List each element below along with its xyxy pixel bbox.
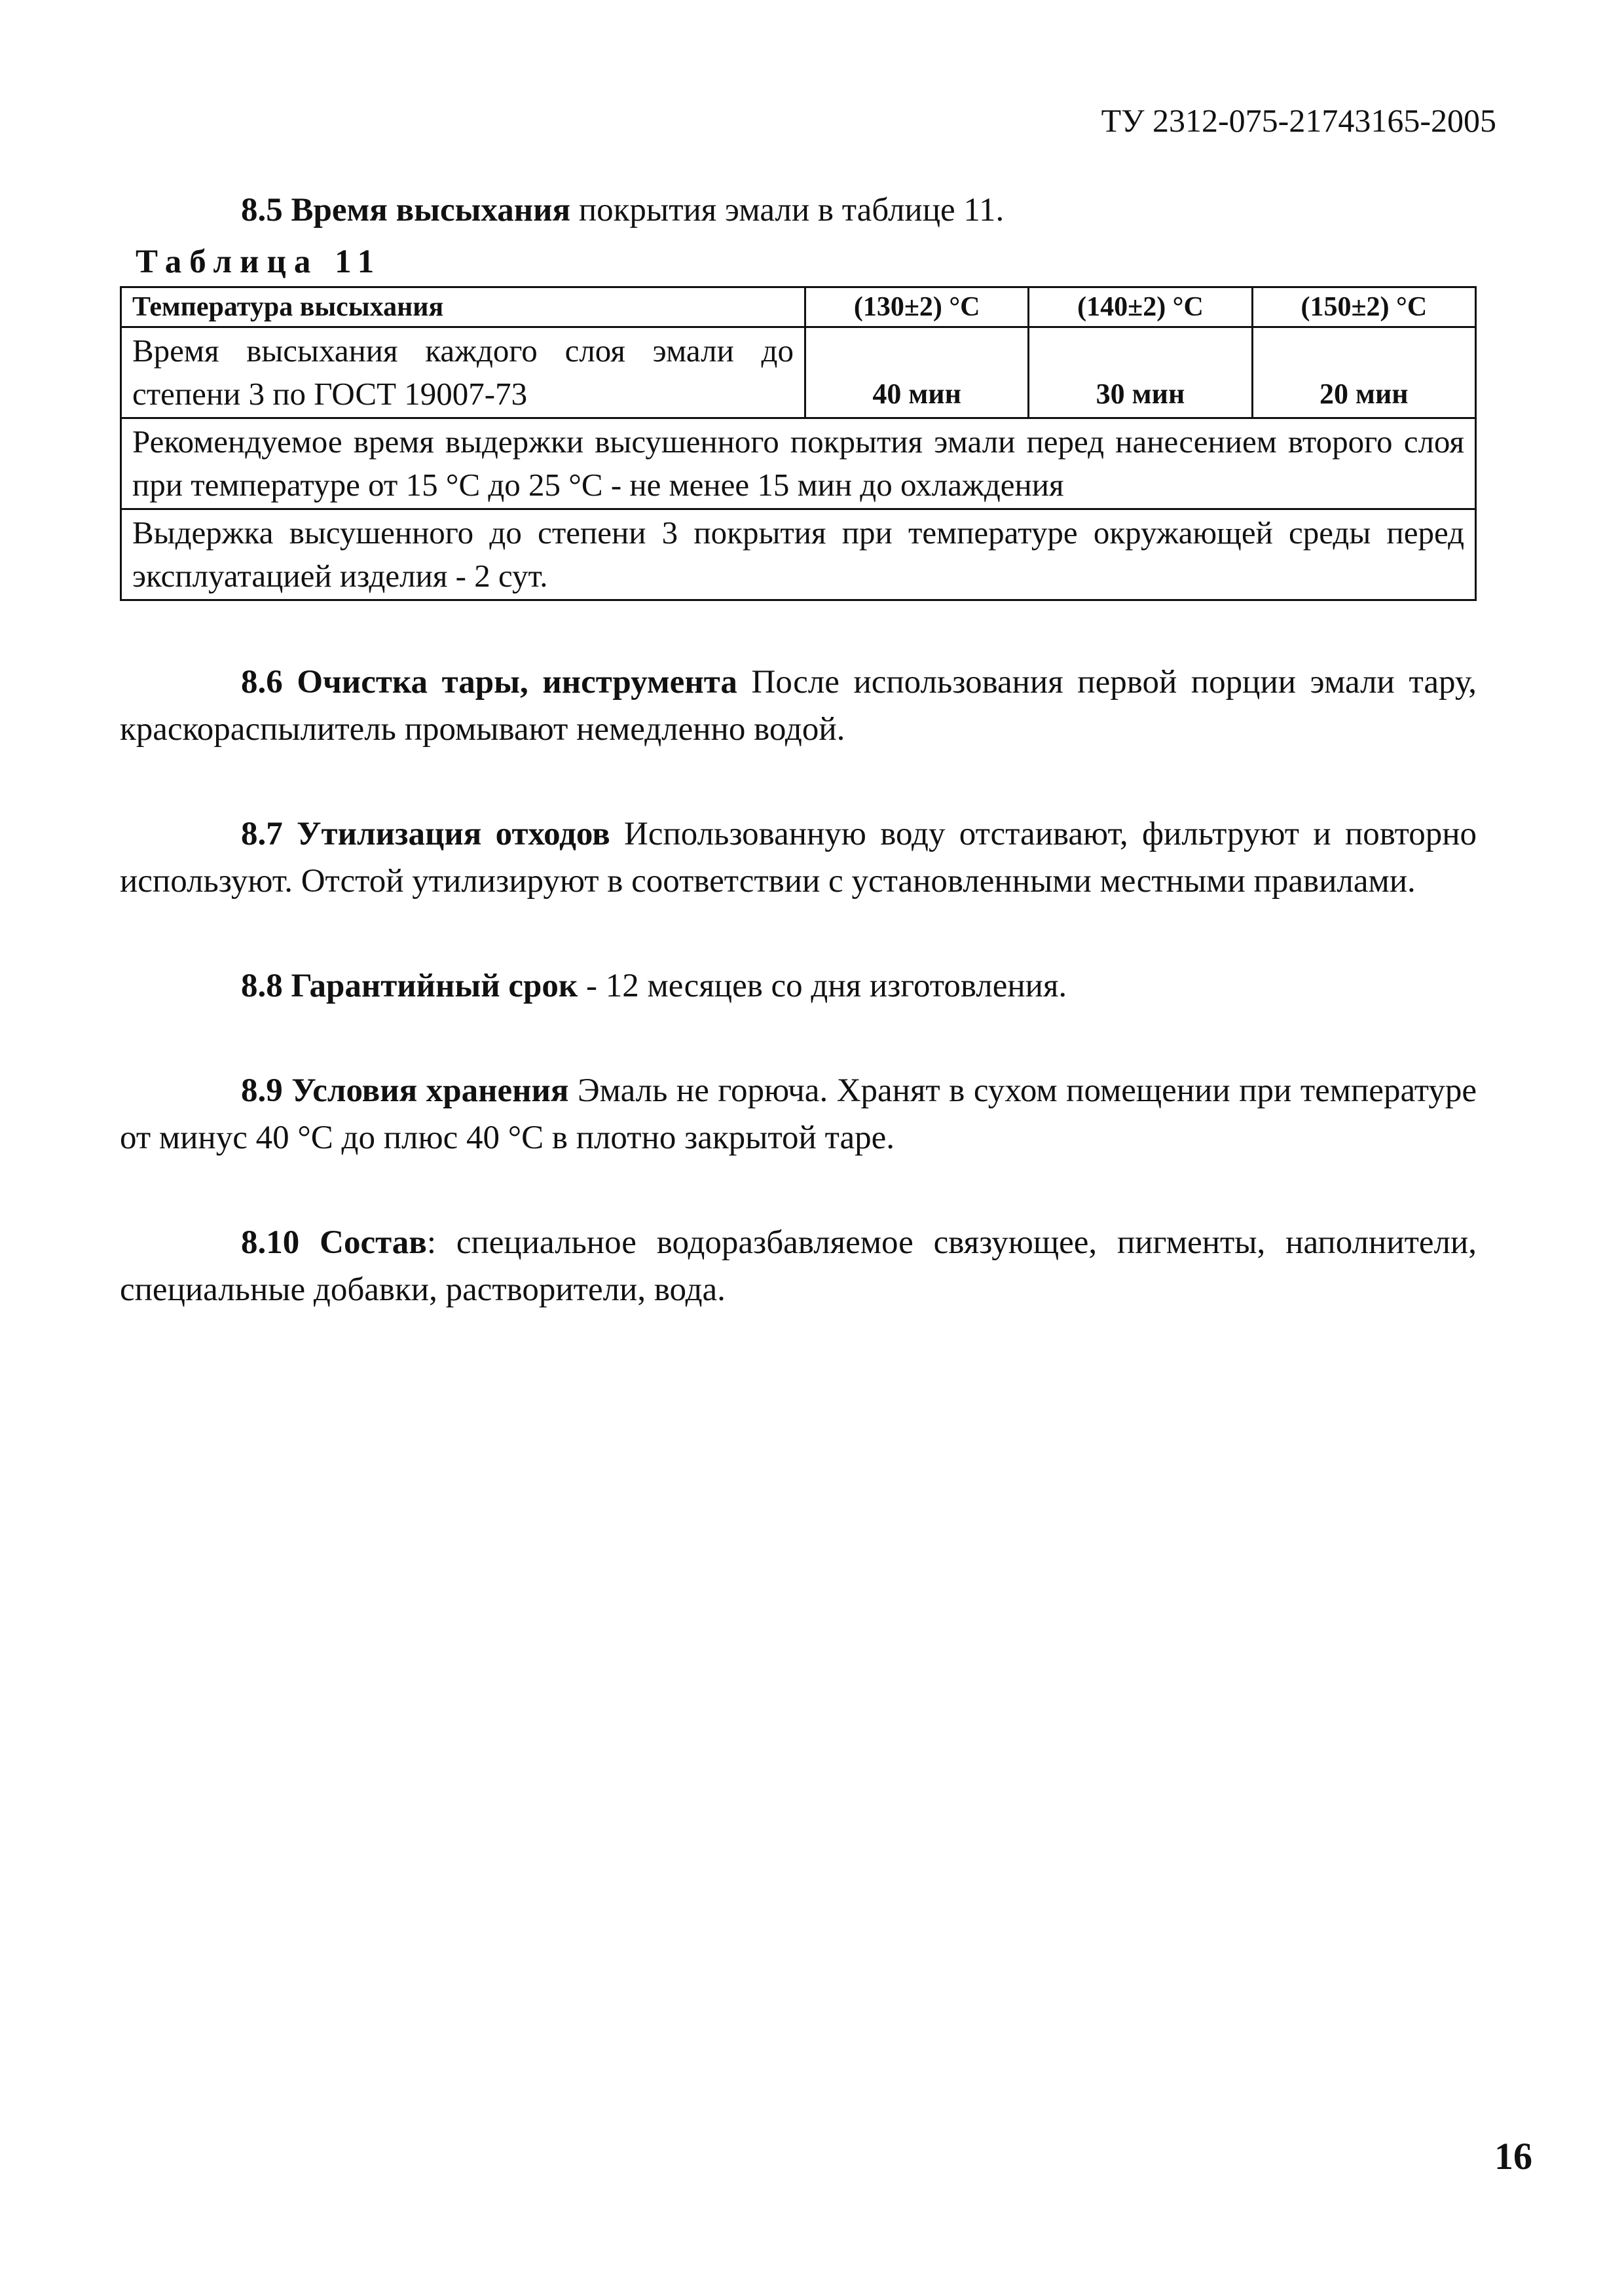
table-row-exposure (121, 509, 1476, 600)
section-8-7-title: Утилизация отходов (297, 816, 610, 852)
section-8-5-number: 8.5 (241, 192, 283, 228)
spacer (120, 905, 1477, 962)
section-8-10-text: : специальное водоразбавляемое связующее, пигменты, наполнители, специальные добавки, растворители, вода. (120, 1224, 1477, 1308)
section-8-6 (120, 659, 1477, 753)
table-row-recommended (121, 418, 1476, 509)
section-8-6-title: Очистка тары, инструмента (297, 664, 737, 701)
section-8-9-title: Условия хранения (291, 1072, 569, 1109)
section-8-5-text: покрытия эмали в таблице 11. (578, 192, 1005, 228)
spacer (120, 1161, 1477, 1219)
temp-150-cell: (150±2) °С (1252, 287, 1475, 327)
spacer (120, 1010, 1477, 1067)
drying-time-130-cell: 40 мин (805, 327, 1029, 418)
page-number: 16 (1494, 2135, 1532, 2178)
section-8-8 (120, 962, 1477, 1010)
table-header-row (121, 287, 1476, 327)
temp-140-cell: (140±2) °С (1029, 287, 1252, 327)
section-8-6-number: 8.6 (241, 664, 283, 701)
drying-time-table (120, 286, 1477, 601)
section-8-8-number: 8.8 (241, 968, 283, 1004)
section-8-5-title: Время высыхания (291, 192, 571, 228)
spacer (120, 753, 1477, 811)
table-title: Таблица 11 (136, 244, 382, 280)
section-8-7-number: 8.7 (241, 816, 283, 852)
drying-time-150-cell: 20 мин (1252, 327, 1475, 418)
temp-130-cell: (130±2) °С (805, 287, 1029, 327)
drying-time-140-cell: 30 мин (1029, 327, 1252, 418)
section-8-9-text: Эмаль не горюча. Хранят в сухом помещении при температуре от минус 40 °С до плюс 40 °С в плотно закрытой таре. (120, 1072, 1477, 1156)
recommended-time-cell: Рекомендуемое время выдержки высушенного покрытия эмали перед нанесением второго слоя при температуре от 15 °С до 25 °С - не менее 15 мин до охлаждения (121, 418, 1476, 509)
section-8-8-text: - 12 месяцев со дня изготовления. (586, 968, 1067, 1004)
page-content (120, 187, 1477, 1313)
section-8-10-title: Состав (320, 1224, 427, 1261)
section-8-6-text: После использования первой порции эмали тару, краскораспылитель промывают немедленно водой. (120, 664, 1477, 748)
section-8-8-title: Гарантийный срок (291, 968, 578, 1004)
section-8-9 (120, 1067, 1477, 1161)
exposure-cell: Выдержка высушенного до степени 3 покрытия при температуре окружающей среды перед эксплуатацией изделия - 2 сут. (121, 509, 1476, 600)
section-8-7-text: Использованную воду отстаивают, фильтруют и повторно используют. Отстой утилизируют в соответствии с установленными местными правилами. (120, 816, 1477, 900)
table-row-drying-time (121, 327, 1476, 418)
header-label-cell: Температура высыхания (121, 287, 805, 327)
section-8-9-number: 8.9 (241, 1072, 283, 1109)
drying-time-label-cell: Время высыхания каждого слоя эмали до степени 3 по ГОСТ 19007-73 (121, 327, 805, 418)
spacer (120, 601, 1477, 659)
section-8-5 (120, 187, 1477, 234)
document-code: ТУ 2312-075-21743165-2005 (1101, 102, 1496, 139)
section-8-7 (120, 811, 1477, 905)
section-8-10 (120, 1219, 1477, 1313)
section-8-10-number: 8.10 (241, 1224, 300, 1261)
